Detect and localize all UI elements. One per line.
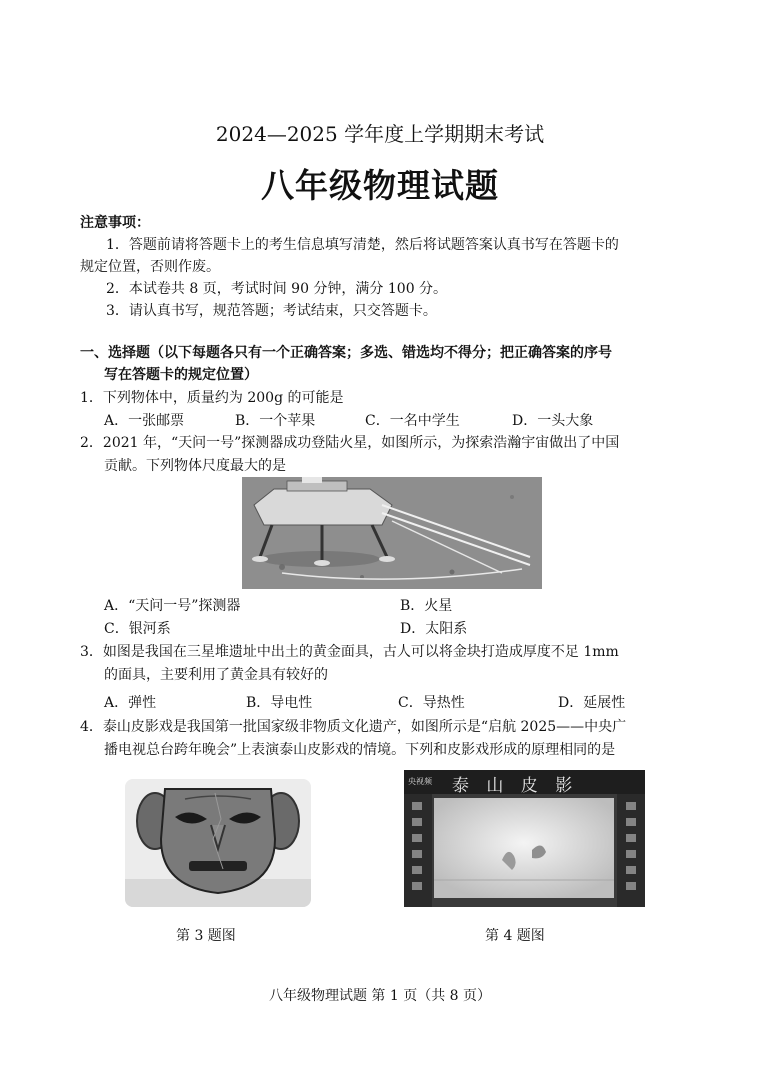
section-heading: 一、选择题（以下每题各只有一个正确答案；多选、错选均不得分；把正确答案的序号 <box>80 345 612 361</box>
fig4-logo: 央视频 <box>408 777 432 786</box>
question-4-stem: 4．泰山皮影戏是我国第一批国家级非物质文化遗产，如图所示是“启航 2025——中央广 <box>80 719 627 735</box>
question-3-stem-cont: 的面具，主要利用了黄金具有较好的 <box>104 667 328 683</box>
notice-heading: 注意事项： <box>80 215 150 231</box>
question-2-stem: 2．2021 年，“天问一号”探测器成功登陆火星，如图所示，为探索浩瀚宇宙做出了中国 <box>80 435 620 451</box>
notice-item-1-cont: 规定位置，否则作废。 <box>80 259 220 275</box>
question-4-stem-cont: 播电视总台跨年晚会”上表演泰山皮影戏的情境。下列和皮影戏形成的原理相同的是 <box>104 742 616 758</box>
q3-option-b: B．导电性 <box>246 695 313 711</box>
notice-item-1: 1．答题前请将答题卡上的考生信息填写清楚，然后将试题答案认真书写在答题卡的 <box>106 237 619 253</box>
q2-option-c: C．银河系 <box>104 621 171 637</box>
question-1-stem: 1．下列物体中，质量约为 200g 的可能是 <box>80 390 344 406</box>
shadow-puppet-image <box>404 770 645 907</box>
q2-option-a: A．“天问一号”探测器 <box>104 598 241 614</box>
q2-option-d: D．太阳系 <box>400 621 468 637</box>
q1-option-a: A．一张邮票 <box>104 413 185 429</box>
notice-item-2: 2．本试卷共 8 页，考试时间 90 分钟，满分 100 分。 <box>106 281 448 297</box>
fig4-caption: 第 4 题图 <box>485 928 545 944</box>
fig3-caption: 第 3 题图 <box>176 928 236 944</box>
q1-option-c: C．一名中学生 <box>365 413 460 429</box>
question-3-stem: 3．如图是我国在三星堆遗址中出土的黄金面具，古人可以将金块打造成厚度不足 1mm <box>80 644 619 660</box>
fig4-banner-text: 泰 山 皮 影 <box>452 776 579 796</box>
q1-option-b: B．一个苹果 <box>235 413 316 429</box>
question-2-stem-cont: 贡献。下列物体尺度最大的是 <box>104 458 286 474</box>
q3-option-a: A．弹性 <box>104 695 157 711</box>
q1-option-d: D．一头大象 <box>512 413 594 429</box>
q3-option-c: C．导热性 <box>398 695 465 711</box>
page-footer: 八年级物理试题 第 1 页（共 8 页） <box>268 988 492 1004</box>
subject-title: 八年级物理试题 <box>261 166 499 205</box>
mars-lander-image <box>242 477 542 589</box>
q3-option-d: D．延展性 <box>558 695 626 711</box>
gold-mask-image <box>125 779 311 907</box>
exam-title: 2024—2025 学年度上学期期末考试 <box>215 122 545 146</box>
section-heading-cont: 写在答题卡的规定位置） <box>104 367 258 383</box>
notice-item-3: 3．请认真书写，规范答题；考试结束，只交答题卡。 <box>106 303 437 319</box>
q2-option-b: B．火星 <box>400 598 453 614</box>
